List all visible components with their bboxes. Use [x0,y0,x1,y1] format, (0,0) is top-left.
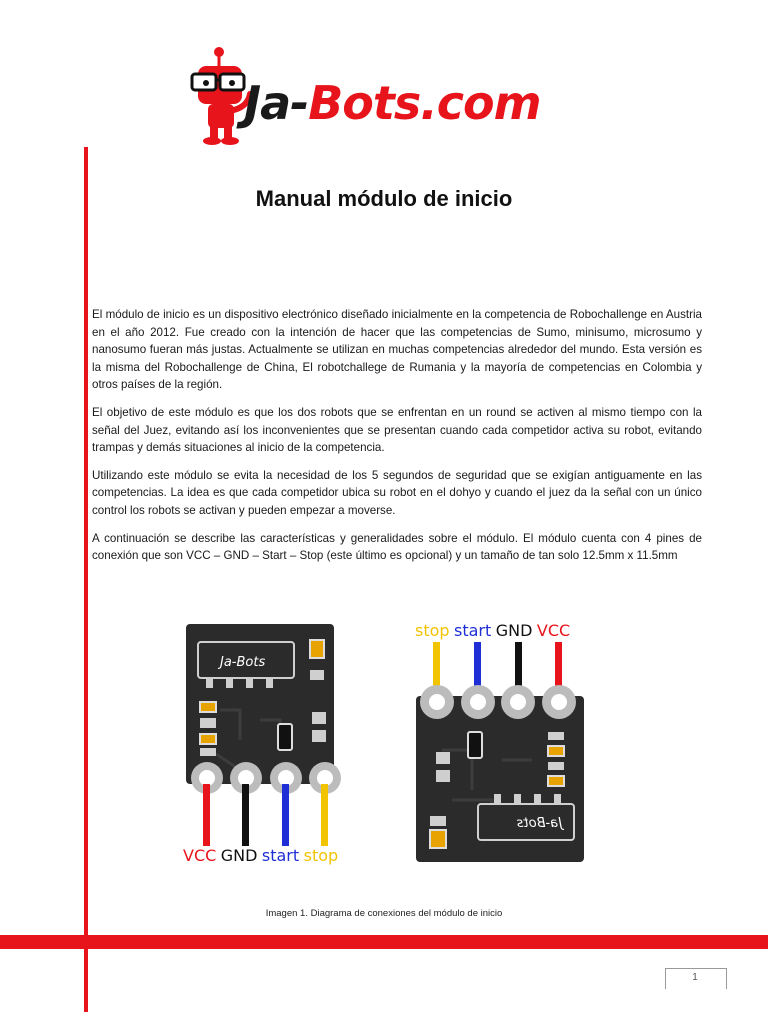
wire-gnd-front [242,784,249,846]
logo-text-dark: Ja- [244,76,309,130]
page-number: 1 [692,972,698,983]
paragraph-specs: A continuación se describe las características y generalidades sobre el módulo. El módulo cuenta con 4 pines de conexión que son VCC – GND – Start – Stop (este último es opcional) y un tamaño de tan solo 12.5mm x 11.5mm [92,531,702,563]
paragraph-objective: El objetivo de este módulo es que los dos robots que se enfrentan en un round se activen al mismo tiempo con la señal del Juez, evitando así los inconvenientes que se presentan cuando cada competidor activa su robot, evitando trampas y demás situaciones al inicio de la competencia. [92,405,702,455]
logo-text-red: Bots.com [308,76,541,130]
paragraph-intro: El módulo de inicio es un dispositivo electrónico diseñado inicialmente en la competencia de Robochallenge en Austria en el año 2012. Fue creado con la intención de hacer que las competencias de Sumo, minisumo, microsumo y nanosumo fueran más justas. Actualmente se utilizan en muchas competencias alrededor del mundo. Esta versión es la misma del Robochallenge de China, El robotchallege de Rumania y la mayoría de competencias en Colombia y otros países de la región. [92,308,702,392]
board-front-pin-labels [183,846,338,866]
pin-label-vcc: VCC [183,846,217,865]
pin-label-gnd: GND [220,846,258,865]
pin-label-gnd-back: GND [495,621,533,640]
wire-stop-front [321,784,328,846]
board-front-diagram [180,620,360,870]
left-red-rule [84,147,88,1012]
board-front-silk-label: Ja-Bots [220,655,266,670]
paragraph-usage: Utilizando este módulo se evita la necesidad de los 5 segundos de seguridad que se exigían antiguamente en las competencias. La idea es que cada competidor ubica su robot en el dohyo y cuando el juez da la señal con un único control los robots se activan y pueden empezar a moverse. [92,468,702,517]
figure-caption: Imagen 1. Diagrama de conexiones del módulo de inicio [265,908,503,919]
bottom-red-band [0,935,768,949]
pin-label-start: start [261,846,300,865]
wire-start-front [282,784,289,846]
board-back-diagram [412,640,592,870]
pin-label-vcc-back: VCC [536,621,571,640]
document-title: Manual módulo de inicio [255,186,513,211]
pin-label-start-back: start [454,621,492,640]
site-logo-text [244,76,541,130]
pin-label-stop: stop [303,846,339,865]
board-back-silk-label: Ja-Bots [516,816,562,831]
document-body [92,306,702,575]
pin-label-stop-back: stop [415,621,450,640]
board-back-pin-labels [415,621,570,641]
wire-vcc-front [203,784,210,846]
